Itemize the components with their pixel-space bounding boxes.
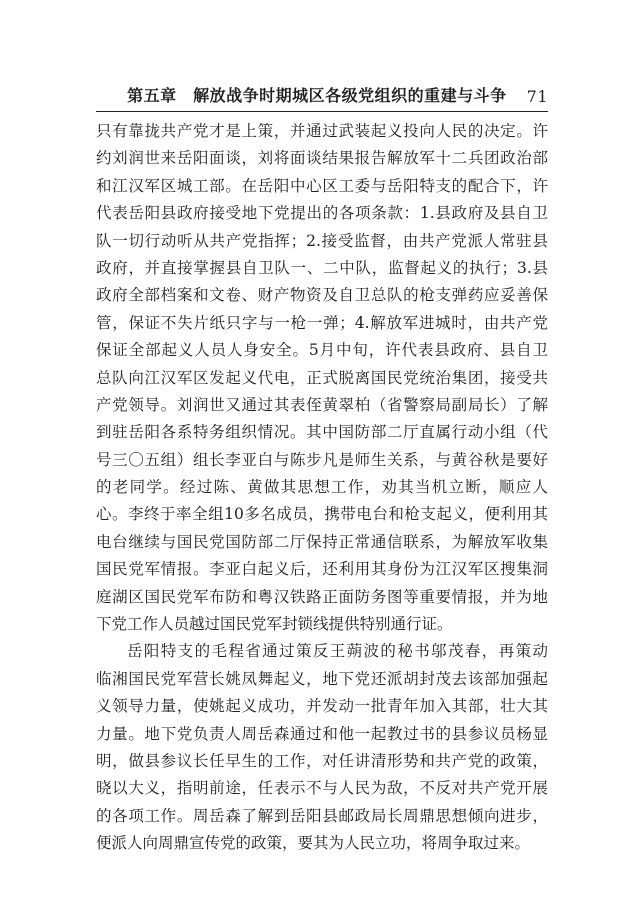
text-line: 总队向江汉军区发起义代电，正式脱离国民党统治集团，接受共: [96, 368, 548, 387]
text-line: 晓以大义，指明前途，任表示不与人民为敌，不反对共产党开展: [96, 779, 548, 798]
text-line: 约刘润世来岳阳面谈，刘将面谈结果报告解放军十二兵团政治部: [96, 149, 548, 168]
page-number: 71: [526, 87, 548, 106]
text-line: 临湘国民党军营长姚凤舞起义，地下党还派胡封茂去该部加强起: [96, 669, 548, 688]
chapter-title: 第五章 解放战争时期城区各级党组织的重建与斗争: [127, 86, 507, 105]
text-line: 代表岳阳县政府接受地下党提出的各项条款：1.县政府及县自卫: [96, 204, 548, 223]
text-line: 到驻岳阳各系特务组织情况。其中国防部二厅直属行动小组（代: [96, 423, 548, 442]
text-line: 岳阳特支的毛程省通过策反王蒴波的秘书邬茂春，再策动: [127, 642, 548, 661]
text-line: 便派人向周鼎宣传党的政策，要其为人民立功，将周争取过来。: [96, 834, 531, 853]
text-line: 只有靠拢共产党才是上策，并通过武装起义投向人民的决定。许: [96, 122, 548, 140]
text-line: 明，做县参议长任早生的工作，对任讲清形势和共产党的政策，: [96, 751, 548, 770]
text-line: 产党领导。刘润世又通过其表侄黄翠柏（省警察局副局长）了解: [96, 395, 548, 414]
text-line: 义领导力量，使姚起义成功，并发动一批青年加入其部，壮大其: [96, 697, 548, 716]
header-rule: [96, 111, 548, 112]
body-text: [96, 118, 548, 858]
text-line: 电台继续与国民党国防部二厅保持正常通信联系，为解放军收集: [96, 532, 548, 551]
text-line: 政府全部档案和文卷、财产物资及自卫总队的枪支弹药应妥善保: [96, 286, 548, 305]
text-line: 心。李终于率全组10多名成员，携带电台和枪支起义，便利用其: [96, 505, 548, 524]
text-line: 的老同学。经过陈、黄做其思想工作，劝其当机立断，顺应人: [96, 478, 548, 497]
text-line: 国民党军情报。李亚白起义后，还利用其身份为江汉军区搜集洞: [96, 560, 548, 579]
text-line: 政府，并直接掌握县自卫队一、二中队，监督起义的执行；3.县: [96, 258, 548, 277]
text-line: 保证全部起义人员人身安全。5月中旬，许代表县政府、县自卫: [96, 341, 548, 360]
text-line: 和江汉军区城工部。在岳阳中心区工委与岳阳特支的配合下，许: [96, 176, 548, 195]
text-line: 的各项工作。周岳森了解到岳阳县邮政局长周鼎思想倾向进步，: [96, 806, 548, 825]
text-line: 队一切行动听从共产党指挥；2.接受监督，由共产党派人常驻县: [96, 231, 548, 250]
running-header: [96, 86, 548, 106]
paragraph-1: [96, 118, 548, 638]
text-line: 庭湖区国民党军布防和粤汉铁路正面防务图等重要情报，并为地: [96, 587, 548, 606]
text-line: 力量。地下党负责人周岳森通过和他一起教过书的县参议员杨显: [96, 724, 548, 743]
paragraph-2: [96, 638, 548, 857]
text-line: 号三〇五组）组长李亚白与陈步凡是师生关系，与黄谷秋是要好: [96, 450, 548, 469]
text-line: 下党工作人员越过国民党军封锁线提供特别通行证。: [96, 615, 453, 634]
text-line: 管，保证不失片纸只字与一枪一弹；4.解放军进城时，由共产党: [96, 313, 548, 332]
